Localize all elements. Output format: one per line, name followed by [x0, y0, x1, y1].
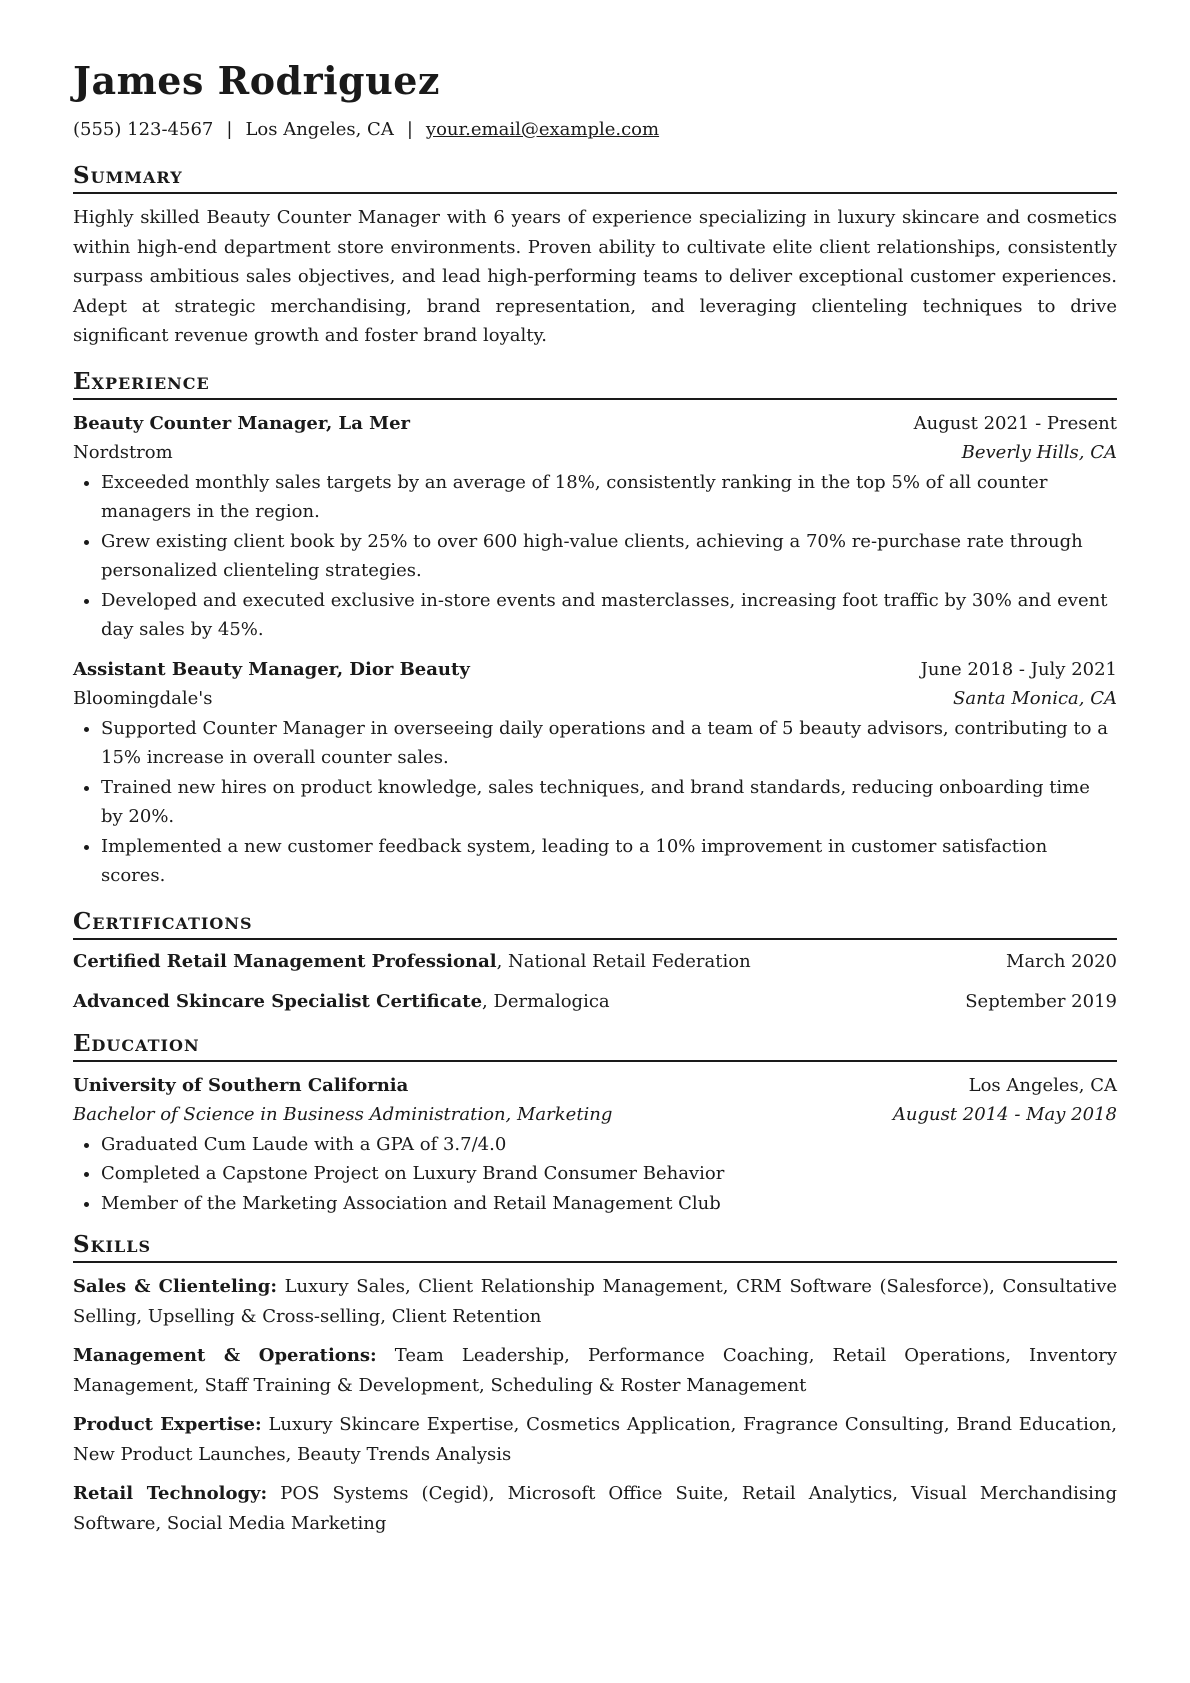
certification-date: September 2019: [965, 991, 1117, 1012]
certification-item: [73, 947, 1117, 977]
bullet-item: • Trained new hires on product knowledge, sales techniques, and brand standards, reducing onboarding time by 20%.: [101, 773, 1117, 832]
school-name: University of Southern California: [73, 1074, 409, 1096]
bullet-item: • Member of the Marketing Association and Retail Management Club: [101, 1189, 1117, 1219]
bullet-item: • Exceeded monthly sales targets by an average of 18%, consistently ranking in the top 5% of all counter managers in the region.: [101, 468, 1117, 527]
bullet-item: • Grew existing client book by 25% to over 600 high-value clients, achieving a 70% re-purchase rate through personalized clienteling strategies.: [101, 527, 1117, 586]
skill-group-items: Team Leadership, Performance Coaching, Retail Operations, Inventory Management, Staff Training & Development, Scheduling & Roster Management: [73, 1345, 1117, 1396]
certification-name: Certified Retail Management Professional: [73, 950, 497, 972]
contact-line: [73, 118, 1117, 142]
certification-issuer: , National Retail Federation: [496, 950, 751, 972]
bullet-item: • Graduated Cum Laude with a GPA of 3.7/4.0: [101, 1130, 1117, 1160]
skill-group: [73, 1410, 1117, 1469]
job-bullets: [73, 714, 1117, 891]
job-company: Nordstrom: [73, 442, 173, 463]
education-entry: [73, 1071, 1117, 1219]
skill-group-label: Sales & Clienteling:: [73, 1276, 277, 1297]
certification-issuer: , Dermalogica: [482, 991, 610, 1012]
job-location: Beverly Hills, CA: [961, 442, 1117, 463]
candidate-name: James Rodriguez: [73, 58, 441, 103]
section-title-skills: Skills: [73, 1231, 1117, 1263]
skill-group-items: Luxury Skincare Expertise, Cosmetics Application, Fragrance Consulting, Brand Education, New Product Launches, Beauty Trends Analysis: [73, 1414, 1117, 1465]
certification-date: March 2020: [1006, 950, 1117, 972]
summary-text: Highly skilled Beauty Counter Manager with 6 years of experience specializing in luxury skincare and cosmetics within high-end department store environments. Proven ability to cultivate elite client relationships, consistently surpass ambitious sales objectives, and lead high-performing teams to deliver exceptional customer experiences. Adept at strategic merchandising, brand representation, and leveraging clienteling techniques to drive significant revenue growth and foster brand loyalty.: [73, 207, 1117, 346]
job-role: Assistant Beauty Manager, Dior Beauty: [73, 658, 470, 680]
bullet-item: • Supported Counter Manager in overseeing daily operations and a team of 5 beauty advisors, contributing to a 15% increase in overall counter sales.: [101, 714, 1117, 773]
contact-separator: |: [406, 119, 413, 140]
job-role: Beauty Counter Manager, La Mer: [73, 412, 411, 434]
job-location: Santa Monica, CA: [953, 688, 1117, 709]
skill-group-label: Retail Technology:: [73, 1483, 268, 1504]
skill-group-label: Management & Operations:: [73, 1345, 377, 1366]
job-bullets: [73, 468, 1117, 645]
section-title-experience: Experience: [73, 368, 1117, 400]
certification-name: Advanced Skincare Specialist Certificate: [73, 991, 483, 1012]
section-title-certifications: Certifications: [73, 908, 1117, 940]
skill-group-items: POS Systems (Cegid), Microsoft Office Suite, Retail Analytics, Visual Merchandising Software, Social Media Marketing: [73, 1483, 1117, 1534]
skills-list: [73, 1272, 1117, 1538]
school-location: Los Angeles, CA: [968, 1074, 1117, 1096]
degree: Bachelor of Science in Business Administration, Marketing: [73, 1104, 613, 1125]
bullet-item: • Implemented a new customer feedback system, leading to a 10% improvement in customer satisfaction scores.: [101, 832, 1117, 891]
section-title-summary: Summary: [73, 162, 1117, 194]
section-title-education: Education: [73, 1030, 1117, 1062]
education-dates: August 2014 - May 2018: [892, 1104, 1117, 1125]
location: Los Angeles, CA: [245, 119, 394, 140]
job-entry: [73, 409, 1117, 645]
job-entry: [73, 655, 1117, 891]
job-company: Bloomingdale's: [73, 688, 213, 709]
certification-item: [73, 987, 1117, 1017]
skill-group: [73, 1479, 1117, 1538]
email-link[interactable]: your.email@example.com: [425, 119, 660, 140]
certification-list: [73, 947, 1117, 1017]
skill-group-label: Product Expertise:: [73, 1414, 262, 1435]
bullet-item: • Completed a Capstone Project on Luxury Brand Consumer Behavior: [101, 1159, 1117, 1189]
job-dates: June 2018 - July 2021: [920, 658, 1117, 680]
education-bullets: [73, 1130, 1117, 1219]
skill-group: [73, 1341, 1117, 1400]
contact-separator: |: [226, 119, 233, 140]
bullet-item: • Developed and executed exclusive in-store events and masterclasses, increasing foot traffic by 30% and event day sales by 45%.: [101, 586, 1117, 645]
phone-number: (555) 123-4567: [73, 119, 214, 140]
skill-group: [73, 1272, 1117, 1331]
skill-group-items: Luxury Sales, Client Relationship Management, CRM Software (Salesforce), Consultative Selling, Upselling & Cross-selling, Client Retention: [73, 1276, 1118, 1327]
job-dates: August 2021 - Present: [913, 412, 1117, 434]
